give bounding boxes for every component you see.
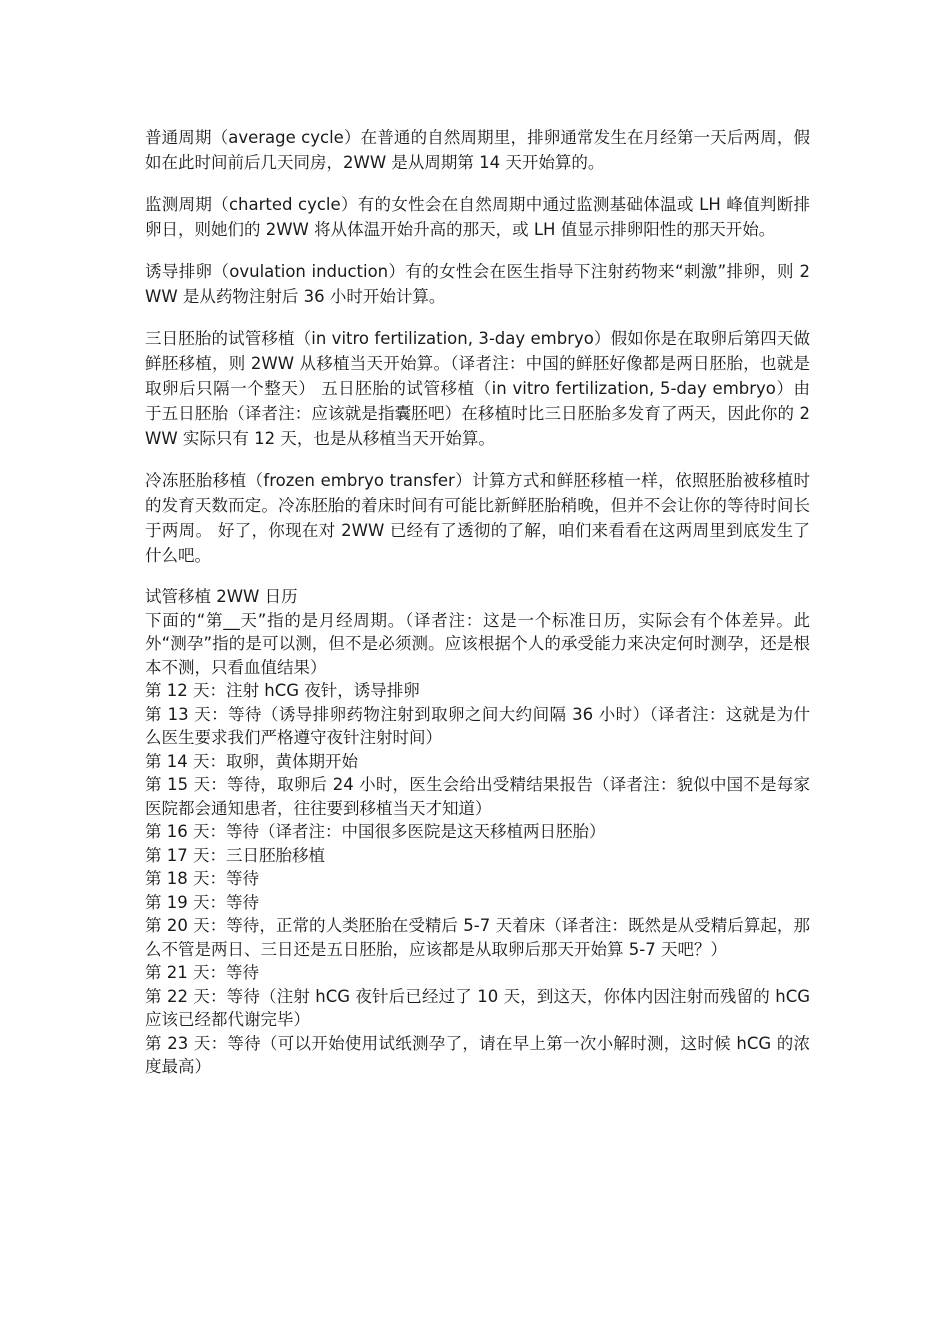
paragraph-ivf-embryo: 三日胚胎的试管移植（in vitro fertilization, 3-day embryo）假如你是在取卵后第四天做鲜胚移植，则 2WW 从移植当天开始算。（译者注：中国的鲜胚好像都是两日胚胎，也就是取卵后只隔一个整天） 五日胚胎的试管移植（in vitro fertilization, 5-day embryo）由于五日胚胎（译者注：应该就是指囊胚吧）在移植时比三日胚胎多发育了两天，因此你的 2WW 实际只有 12 天，也是从移植当天开始算。 [145, 329, 810, 448]
calendar-title: 试管移植 2WW 日历 [145, 587, 298, 606]
calendar-day-19: 第 19 天：等待 [145, 892, 259, 912]
calendar-day-12: 第 12 天：注射 hCG 夜针，诱导排卵 [145, 681, 420, 700]
calendar-day-20: 第 20 天：等待，正常的人类胚胎在受精后 5-7 天着床（译者注：既然是从受精后算起，那么不管是两日、三日还是五日胚胎，应该都是从取卵后那天开始算 5-7 天吧？） [145, 916, 810, 959]
document-body [145, 125, 810, 1079]
paragraph-frozen-embryo: 冷冻胚胎移植（frozen embryo transfer）计算方式和鲜胚移植一样，依照胚胎被移植时的发育天数而定。冷冻胚胎的着床时间有可能比新鲜胚胎稍晚，但并不会让你的等待时间长于两周。 好了，你现在对 2WW 已经有了透彻的了解，咱们来看看在这两周里到底发生了什么吧。 [145, 471, 810, 565]
paragraph-charted-cycle: 监测周期（charted cycle）有的女性会在自然周期中通过监测基础体温或 LH 峰值判断排卵日，则她们的 2WW 将从体温开始升高的那天，或 LH 值显示排卵阳性的那天开始。 [145, 195, 810, 239]
calendar-day-14: 第 14 天：取卵，黄体期开始 [145, 751, 358, 771]
calendar-day-17: 第 17 天：三日胚胎移植 [145, 845, 325, 865]
calendar-day-18: 第 18 天：等待 [145, 869, 259, 888]
calendar-intro: 下面的“第__天”指的是月经周期。（译者注：这是一个标准日历，实际会有个体差异。此外“测孕”指的是可以测，但不是必须测。应该根据个人的承受能力来决定何时测孕，还是根本不测，只看血值结果） [145, 610, 810, 677]
calendar-day-13: 第 13 天：等待（诱导排卵药物注射到取卵之间大约间隔 36 小时）（译者注：这就是为什么医生要求我们严格遵守夜针注射时间） [145, 704, 810, 747]
paragraph-average-cycle: 普通周期（average cycle）在普通的自然周期里，排卵通常发生在月经第一天后两周，假如在此时间前后几天同房，2WW 是从周期第 14 天开始算的。 [145, 128, 810, 172]
calendar-day-22: 第 22 天：等待（注射 hCG 夜针后已经过了 10 天，到这天，你体内因注射而残留的 hCG 应该已经都代谢完毕） [145, 986, 810, 1029]
calendar-day-15: 第 15 天：等待，取卵后 24 小时，医生会给出受精结果报告（译者注：貌似中国不是每家医院都会通知患者，往往要到移植当天才知道） [145, 775, 810, 818]
paragraph-ovulation-induction: 诱导排卵（ovulation induction）有的女性会在医生指导下注射药物来“刺激”排卵，则 2WW 是从药物注射后 36 小时开始计算。 [145, 262, 810, 306]
calendar-day-16: 第 16 天：等待（译者注：中国很多医院是这天移植两日胚胎） [145, 822, 606, 841]
calendar-day-23: 第 23 天：等待（可以开始使用试纸测孕了，请在早上第一次小解时测，这时候 hCG 的浓度最高） [145, 1033, 810, 1076]
calendar-day-21: 第 21 天：等待 [145, 963, 259, 982]
ivf-2ww-calendar [145, 585, 810, 1079]
